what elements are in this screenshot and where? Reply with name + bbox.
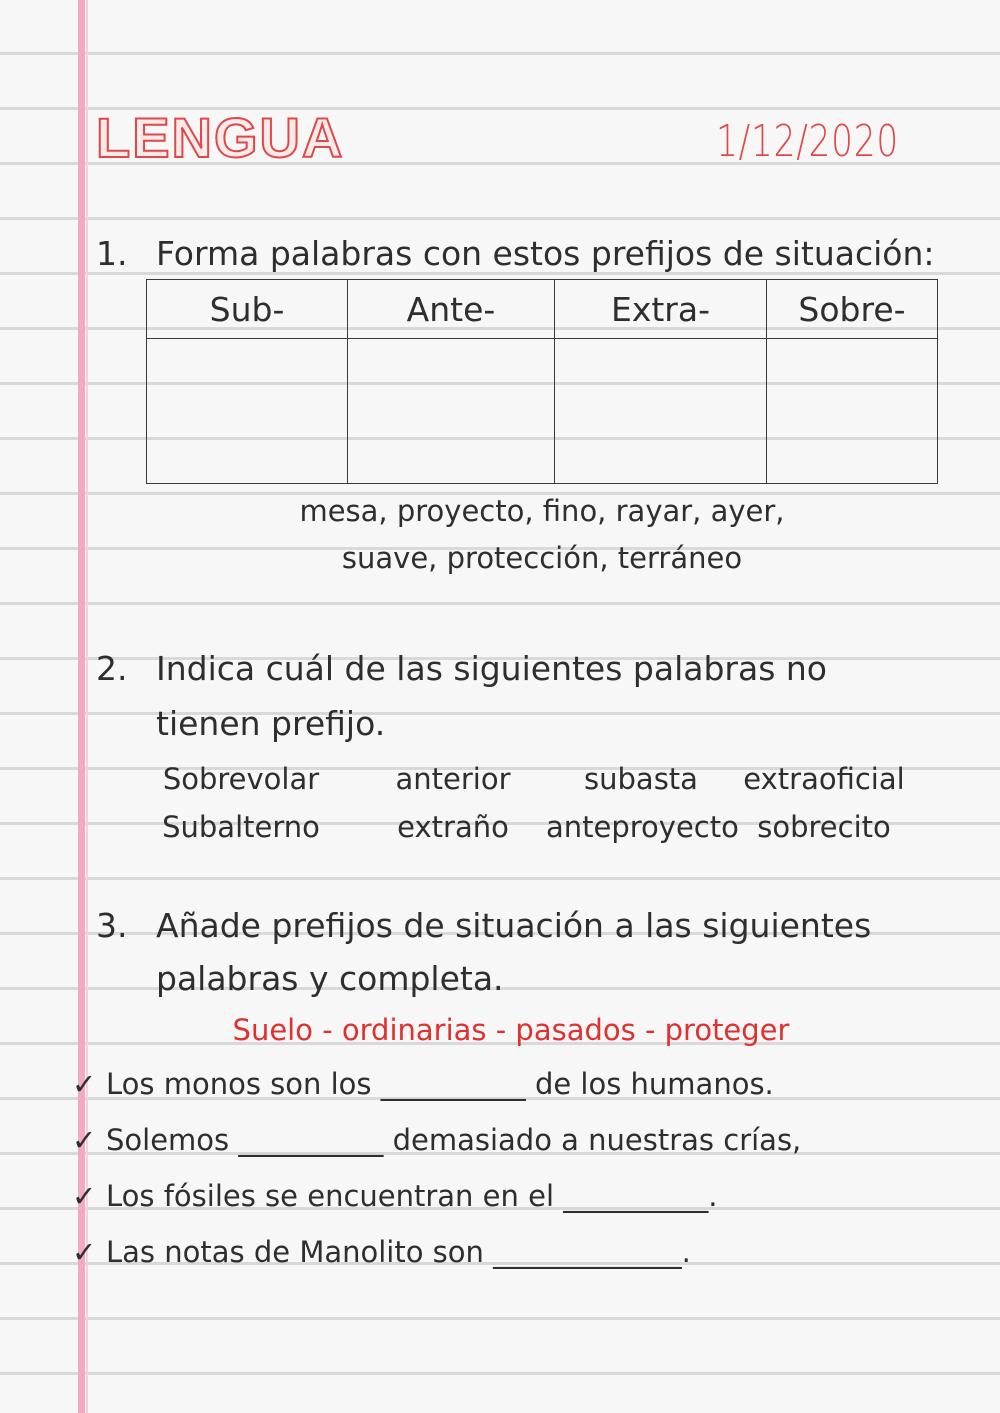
sentence-1 [72,1060,774,1108]
page-title: LENGUA [96,106,345,169]
checkmark-icon: ✓ [72,1179,97,1213]
word-option[interactable]: sobrecito [757,810,891,844]
exercise-3-word-bank: Suelo - ordinarias - pasados - proteger [232,1013,790,1047]
prefix-header-ante: Ante- [348,280,555,339]
prefix-table-answer-row [147,339,938,484]
word-option[interactable]: Subalterno [162,810,320,844]
word-row-1 [122,755,912,803]
prefix-header-sub: Sub- [147,280,348,339]
answer-cell-sobre[interactable] [767,339,938,484]
exercise-1-number: 1. [96,234,128,273]
checkmark-icon: ✓ [72,1123,97,1157]
sentence-text[interactable]: Solemos __________ demasiado a nuestras crías, [106,1123,802,1157]
word-bank-line-1: mesa, proyecto, fino, rayar, ayer, [299,494,785,528]
sentence-4 [72,1228,691,1276]
word-option[interactable]: subasta [584,762,698,796]
sentence-text[interactable]: Los fósiles se encuentran en el __________. [106,1179,718,1213]
word-option[interactable]: anterior [395,762,511,796]
exercise-1-instruction: Forma palabras con estos prefijos de situación: [156,234,935,273]
sentence-text[interactable]: Las notas de Manolito son _____________. [106,1235,691,1269]
exercise-3-instruction-line-1: Añade prefijos de situación a las siguientes [156,906,872,945]
word-row-2 [122,803,912,851]
word-option[interactable]: extraoficial [743,762,905,796]
word-option[interactable]: Sobrevolar [162,762,320,796]
answer-cell-ante[interactable] [348,339,555,484]
sentence-3 [72,1172,717,1220]
prefix-table [146,279,938,484]
prefix-header-extra: Extra- [555,280,767,339]
exercise-2-instruction-line-2: tienen prefijo. [156,704,386,743]
sentence-2 [72,1116,801,1164]
word-option[interactable]: anteproyecto [546,810,739,844]
exercise-3-instruction-line-2: palabras y completa. [156,959,504,998]
answer-cell-sub[interactable] [147,339,348,484]
checkmark-icon: ✓ [72,1235,97,1269]
exercise-2-instruction-line-1: Indica cuál de las siguientes palabras no [156,649,827,688]
word-bank-line-2: suave, protección, terráneo [341,541,743,575]
exercise-2-number: 2. [96,649,128,688]
word-option[interactable]: extraño [397,810,509,844]
prefix-header-sobre: Sobre- [767,280,938,339]
prefix-table-header-row [147,280,938,339]
answer-cell-extra[interactable] [555,339,767,484]
page-date: 1/12/2020 [716,116,899,167]
sentence-text[interactable]: Los monos son los __________ de los humanos. [106,1067,774,1101]
exercise-3-number: 3. [96,906,128,945]
checkmark-icon: ✓ [72,1067,97,1101]
